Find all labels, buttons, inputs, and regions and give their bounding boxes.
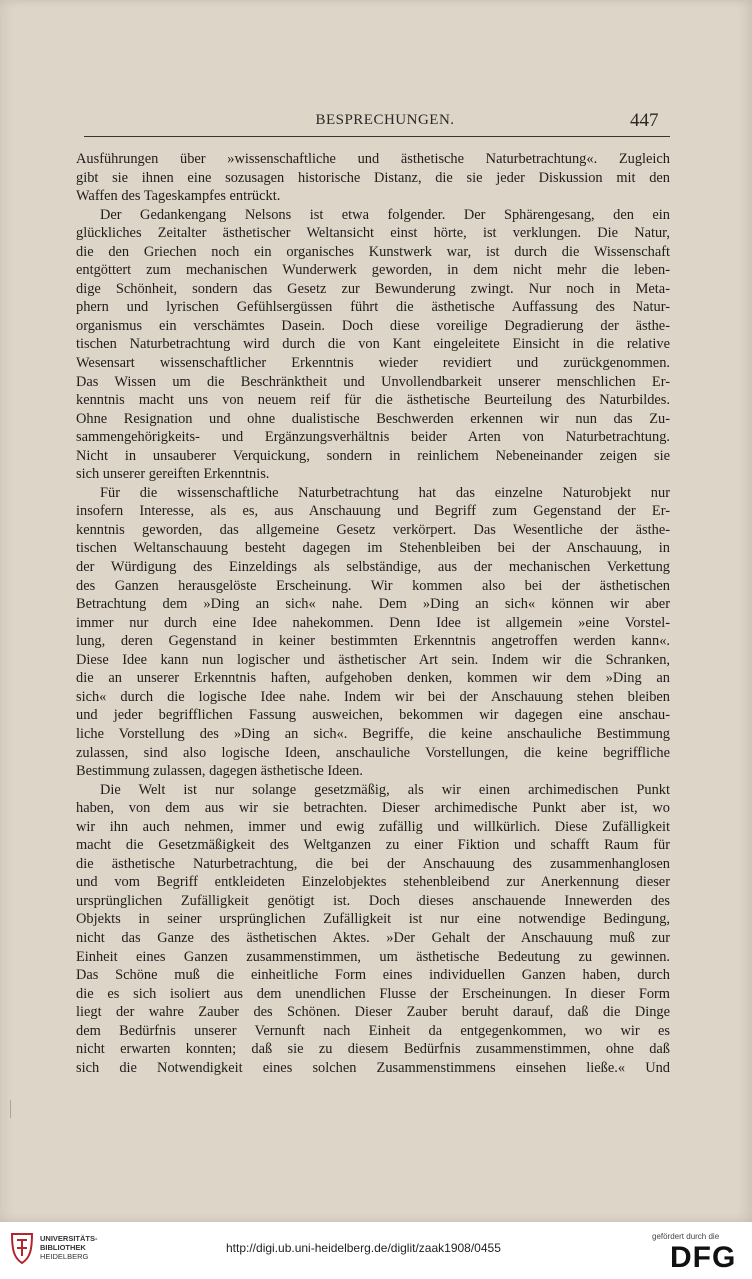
footer-bar bbox=[0, 1222, 752, 1279]
text-line: kenntnis macht uns von neuem reif für die ästhetische Beurteilung des Naturbildes. bbox=[76, 392, 670, 409]
text-line: die es sich isoliert aus dem unendlichen Flusse der Erscheinungen. In dieser Form bbox=[76, 985, 670, 1002]
body-text bbox=[76, 150, 670, 1077]
text-line: dige Schönheit, sondern das Gesetz zur Bewunderung zwingt. Nur noch in Meta- bbox=[76, 280, 670, 297]
institution-line-2: BIBLIOTHEK bbox=[40, 1243, 86, 1252]
text-line: haben, von dem aus wir sie betrachten. Dieser archimedische Punkt aber ist, wo bbox=[76, 800, 670, 817]
text-line: gibt sie ihnen eine sozusagen historische Distanz, die sie jeder Diskussion mit den bbox=[76, 169, 670, 186]
page-number: 447 bbox=[630, 110, 659, 131]
text-line: sich« durch die logische Idee nahe. Indem wir bei der Anschauung stehen bleiben bbox=[76, 688, 670, 705]
running-header: BESPRECHUNGEN. bbox=[315, 112, 455, 128]
text-line: Das Wissen um die Beschränktheit und Unvollendbarkeit unserer menschlichen Er- bbox=[76, 373, 670, 390]
text-line: macht die Gesetzmäßigkeit des Weltganzen zu einer Fiktion und schafft Raum für bbox=[76, 837, 670, 854]
text-line: Diese Idee kann nun logischer und ästhetischer Art sein. Indem wir die Schranken, bbox=[76, 651, 670, 668]
text-line: liegt der wahre Zauber des Schönen. Dieser Zauber beruht darauf, daß die Dinge bbox=[76, 1004, 670, 1021]
text-line: Der Gedankengang Nelsons ist etwa folgender. Der Sphärengesang, den ein bbox=[100, 206, 670, 223]
text-line: phern und lyrischen Gefühlsergüssen führt die ästhetische Auffassung des Natur- bbox=[76, 299, 670, 316]
text-line: Das Schöne muß die einheitliche Form eines individuellen Ganzen haben, durch bbox=[76, 967, 670, 984]
text-line: Betrachtung dem »Ding an sich« nahe. Dem »Ding an sich« können wir aber bbox=[76, 596, 670, 613]
text-line: Wesensart wissenschaftlicher Erkenntnis wieder revidiert und zurückgenommen. bbox=[76, 355, 670, 372]
text-line: und vom Begriff entkleideten Einzelobjektes stehenbleibend zur Anerkennung dieser bbox=[76, 874, 670, 891]
uni-heidelberg-logo-icon[interactable] bbox=[8, 1230, 36, 1266]
header-rule bbox=[84, 136, 670, 137]
text-line: ursprünglichen Zufälligkeit genötigt ist. Doch dieses anschauende Innewerden des bbox=[76, 892, 670, 909]
text-line: Für die wissenschaftliche Naturbetrachtung hat das einzelne Naturobjekt nur bbox=[100, 484, 670, 501]
text-line: organismus ein verschämtes Dasein. Doch diese voreilige Degradierung der ästhe- bbox=[76, 317, 670, 334]
institution-name bbox=[40, 1234, 98, 1261]
text-line: wir ihn auch nehmen, immer und ewig zufällig und willkürlich. Diese Zufälligkeit bbox=[76, 818, 670, 835]
institution-line-1: UNIVERSITÄTS- bbox=[40, 1234, 98, 1243]
institution-line-3: HEIDELBERG bbox=[40, 1252, 89, 1261]
text-line: entgöttert zum mechanischen Wunderwerk geworden, in dem nicht mehr die leben- bbox=[76, 262, 670, 279]
margin-mark bbox=[10, 1100, 11, 1118]
permalink-url[interactable]: http://digi.ub.uni-heidelberg.de/diglit/zaak1908/0455 bbox=[226, 1241, 501, 1255]
text-line: tischen Weltanschauung besteht dagegen im Stehenbleiben bei der Anschauung, in bbox=[76, 540, 670, 557]
text-line: sammengehörigkeits- und Ergänzungsverhältnis beider Arten von Naturbetrachtung. bbox=[76, 429, 670, 446]
text-line: dem Bedürfnis unserer Vernunft nach Einheit da entgegenkommen, wo wir es bbox=[76, 1022, 670, 1039]
text-line: die den Griechen noch ein organisches Kunstwerk war, ist durch die Wissenschaft bbox=[76, 243, 670, 260]
text-line: Objekts in seiner ursprünglichen Zufälligkeit ist nur eine notwendige Bedingung, bbox=[76, 911, 670, 928]
text-line: sich die Notwendigkeit eines solchen Zusammenstimmens einsehen ließe.« Und bbox=[76, 1059, 670, 1076]
text-line: zulassen, sind also logische Ideen, anschauliche Vorstellungen, die keine begriffliche bbox=[76, 744, 670, 761]
text-line: Einheit eines Ganzen zusammenstimmen, um ästhetische Bedeutung zu gewinnen. bbox=[76, 948, 670, 965]
dfg-logo[interactable]: DFG bbox=[670, 1241, 737, 1274]
text-line: des Ganzen herausgelöste Erscheinung. Wir kommen also bei der ästhetischen bbox=[76, 577, 670, 594]
text-line: Waffen des Tageskampfes entrückt. bbox=[76, 188, 281, 205]
text-line: Die Welt ist nur solange gesetzmäßig, als wir einen archimedischen Punkt bbox=[100, 781, 670, 798]
text-line: Ohne Resignation und ohne dualistische Beschwerden erkennen wir nun das Zu- bbox=[76, 410, 670, 427]
text-line: immer nur durch eine Idee nahekommen. Denn Idee ist allgemein »eine Vorstel- bbox=[76, 614, 670, 631]
text-line: liche Vorstellung des »Ding an sich«. Begriffe, die keine anschauliche Bestimmung bbox=[76, 725, 670, 742]
funded-by-label: gefördert durch die bbox=[652, 1232, 720, 1241]
text-line: die an unserer Erkenntnis haften, aufgehoben denken, kommen wir dem »Ding an bbox=[76, 670, 670, 687]
text-line: glückliches Zeitalter ästhetischer Weltansicht einst hörte, ist verklungen. Die Natur, bbox=[76, 225, 670, 242]
text-line: insofern Interesse, als es, aus Anschauung und Begriff zum Gegenstand der Er- bbox=[76, 503, 670, 520]
text-line: Bestimmung zulassen, dagegen ästhetische Ideen. bbox=[76, 763, 363, 780]
text-line: und jeder begrifflichen Fassung ausweichen, bekommen wir dagegen eine anschau- bbox=[76, 707, 670, 724]
text-line: nicht das Ganze des ästhetischen Aktes. »Der Gehalt der Anschauung muß zur bbox=[76, 929, 670, 946]
text-line: Ausführungen über »wissenschaftliche und ästhetische Naturbetrachtung«. Zugleich bbox=[76, 151, 670, 167]
text-line: der Würdigung des Einzeldings als selbständige, aus der mechanischen Verkettung bbox=[76, 559, 670, 576]
text-line: nicht erwarten konnten; daß sie zu diesem Bedürfnis zusammenstimmen, ohne daß bbox=[76, 1041, 670, 1058]
text-line: Nicht in unsauberer Verquickung, sondern in reinlichem Nebeneinander zeigen sie bbox=[76, 447, 670, 464]
text-line: lung, deren Gegenstand in keiner bestimmten Erkenntnis angetroffen werden kann«. bbox=[76, 633, 670, 650]
text-line: die ästhetische Naturbetrachtung, die bei der Anschauung des zusammenhanglosen bbox=[76, 855, 670, 872]
text-line: sich unserer gereiften Erkenntnis. bbox=[76, 466, 270, 483]
text-line: tischen Naturbetrachtung wird durch die von Kant eingeleitete Einsicht in die relative bbox=[76, 336, 670, 353]
text-line: kenntnis geworden, das allgemeine Gesetz verkörpert. Das Wesentliche der ästhe- bbox=[76, 521, 670, 538]
